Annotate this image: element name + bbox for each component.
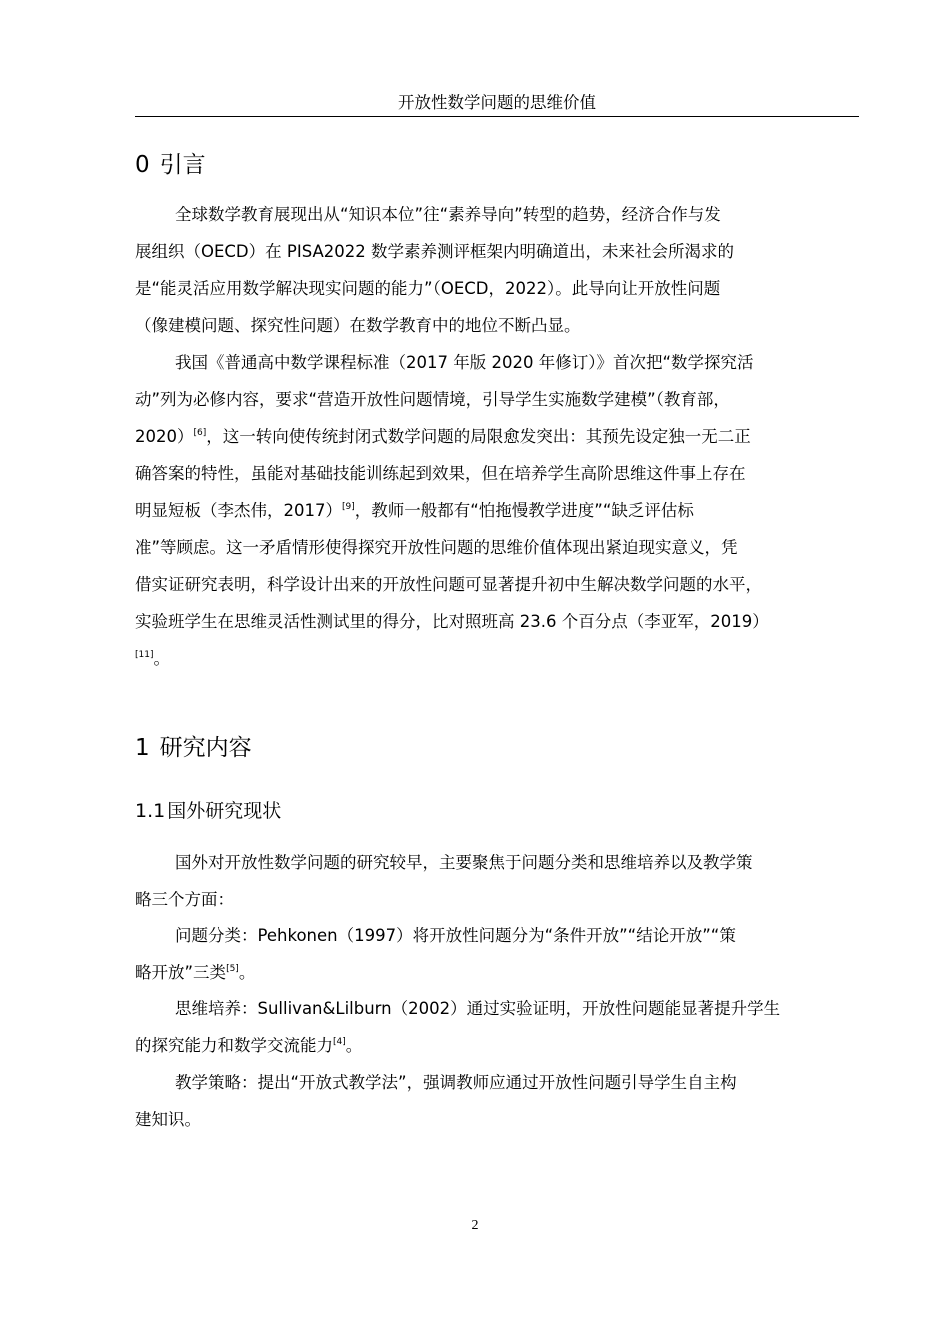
intro-paragraph-2 [135, 344, 850, 677]
text-fragment: 。 [345, 1036, 363, 1055]
text-line: 教学策略：提出“开放式教学法”，强调教师应通过开放性问题引导学生自主构 [175, 1073, 737, 1092]
subsection-number: 1.1 [135, 800, 166, 822]
text-line: 展组织（OECD）在 PISA2022 数学素养测评框架内明确道出，未来社会所渴求的 [135, 242, 735, 261]
section-heading-intro [135, 146, 206, 179]
text-line: 准”等顾虑。这一矛盾情形使得探究开放性问题的思维价值体现出紧迫现实意义，凭 [135, 538, 738, 557]
text-fragment: 略开放”三类 [135, 963, 227, 982]
text-line: 思维培养：Sullivan&Lilburn（2002）通过实验证明，开放性问题能显著提升学生 [175, 999, 781, 1018]
text-line: 动”列为必修内容，要求“营造开放性问题情境，引导学生实施数学建模”（教育部， [135, 390, 730, 409]
section-heading-research [135, 729, 252, 762]
text-fragment: 的探究能力和数学交流能力 [135, 1036, 333, 1055]
text-line [135, 640, 850, 677]
section-title: 研究内容 [159, 735, 252, 761]
foreign-paragraph-strategy [135, 1064, 850, 1138]
intro-paragraph-1 [135, 196, 850, 344]
citation-ref: [11] [135, 650, 154, 660]
text-line: 实验班学生在思维灵活性测试里的得分，比对照班高 23.6 个百分点（李亚军，2019） [135, 612, 769, 631]
text-fragment: ，教师一般都有“怕拖慢教学进度”“缺乏评估标 [354, 501, 694, 520]
text-fragment: 。 [153, 649, 170, 668]
subsection-heading-foreign [135, 796, 281, 823]
text-line [135, 954, 850, 991]
citation-ref: [6] [193, 428, 207, 438]
text-fragment: 。 [238, 963, 256, 982]
citation-ref: [9] [342, 502, 355, 512]
section-number: 1 [135, 735, 150, 761]
text-fragment: 明显短板（李杰伟，2017） [135, 501, 342, 520]
section-title: 引言 [159, 152, 206, 178]
text-line: 我国《普通高中数学课程标准（2017 年版 2020 年修订）》首次把“数学探究活 [175, 353, 754, 372]
page-number: 2 [471, 1218, 479, 1233]
foreign-paragraph-classification [135, 917, 850, 991]
section-number: 0 [135, 152, 150, 178]
citation-ref: [4] [333, 1037, 346, 1047]
foreign-paragraph-1 [135, 844, 850, 918]
text-line: 国外对开放性数学问题的研究较早，主要聚焦于问题分类和思维培养以及教学策 [175, 853, 753, 872]
text-line: 全球数学教育展现出从“知识本位”往“素养导向”转型的趋势，经济合作与发 [175, 205, 721, 224]
text-line: 略三个方面： [135, 890, 234, 909]
foreign-paragraph-thinking [135, 990, 850, 1064]
text-line [135, 1027, 850, 1064]
text-line: 建知识。 [135, 1110, 201, 1129]
citation-ref: [5] [226, 964, 239, 974]
text-line [135, 418, 850, 455]
running-header: 开放性数学问题的思维价值 [135, 90, 859, 117]
text-line: 确答案的特性，虽能对基础技能训练起到效果，但在培养学生高阶思维这件事上存在 [135, 464, 746, 483]
subsection-title: 国外研究现状 [167, 800, 282, 822]
text-line: 问题分类：Pehkonen（1997）将开放性问题分为“条件开放”“结论开放”“策 [175, 926, 736, 945]
text-fragment: 2020） [135, 427, 194, 446]
text-fragment: ，这一转向使传统封闭式数学问题的局限愈发突出：其预先设定独一无二正 [206, 427, 751, 446]
text-line [135, 492, 850, 529]
text-line: 是“能灵活应用数学解决现实问题的能力”（OECD，2022）。此导向让开放性问题 [135, 279, 721, 298]
text-line: 借实证研究表明，科学设计出来的开放性问题可显著提升初中生解决数学问题的水平， [135, 575, 762, 594]
text-line: （像建模问题、探究性问题）在数学教育中的地位不断凸显。 [135, 316, 581, 335]
